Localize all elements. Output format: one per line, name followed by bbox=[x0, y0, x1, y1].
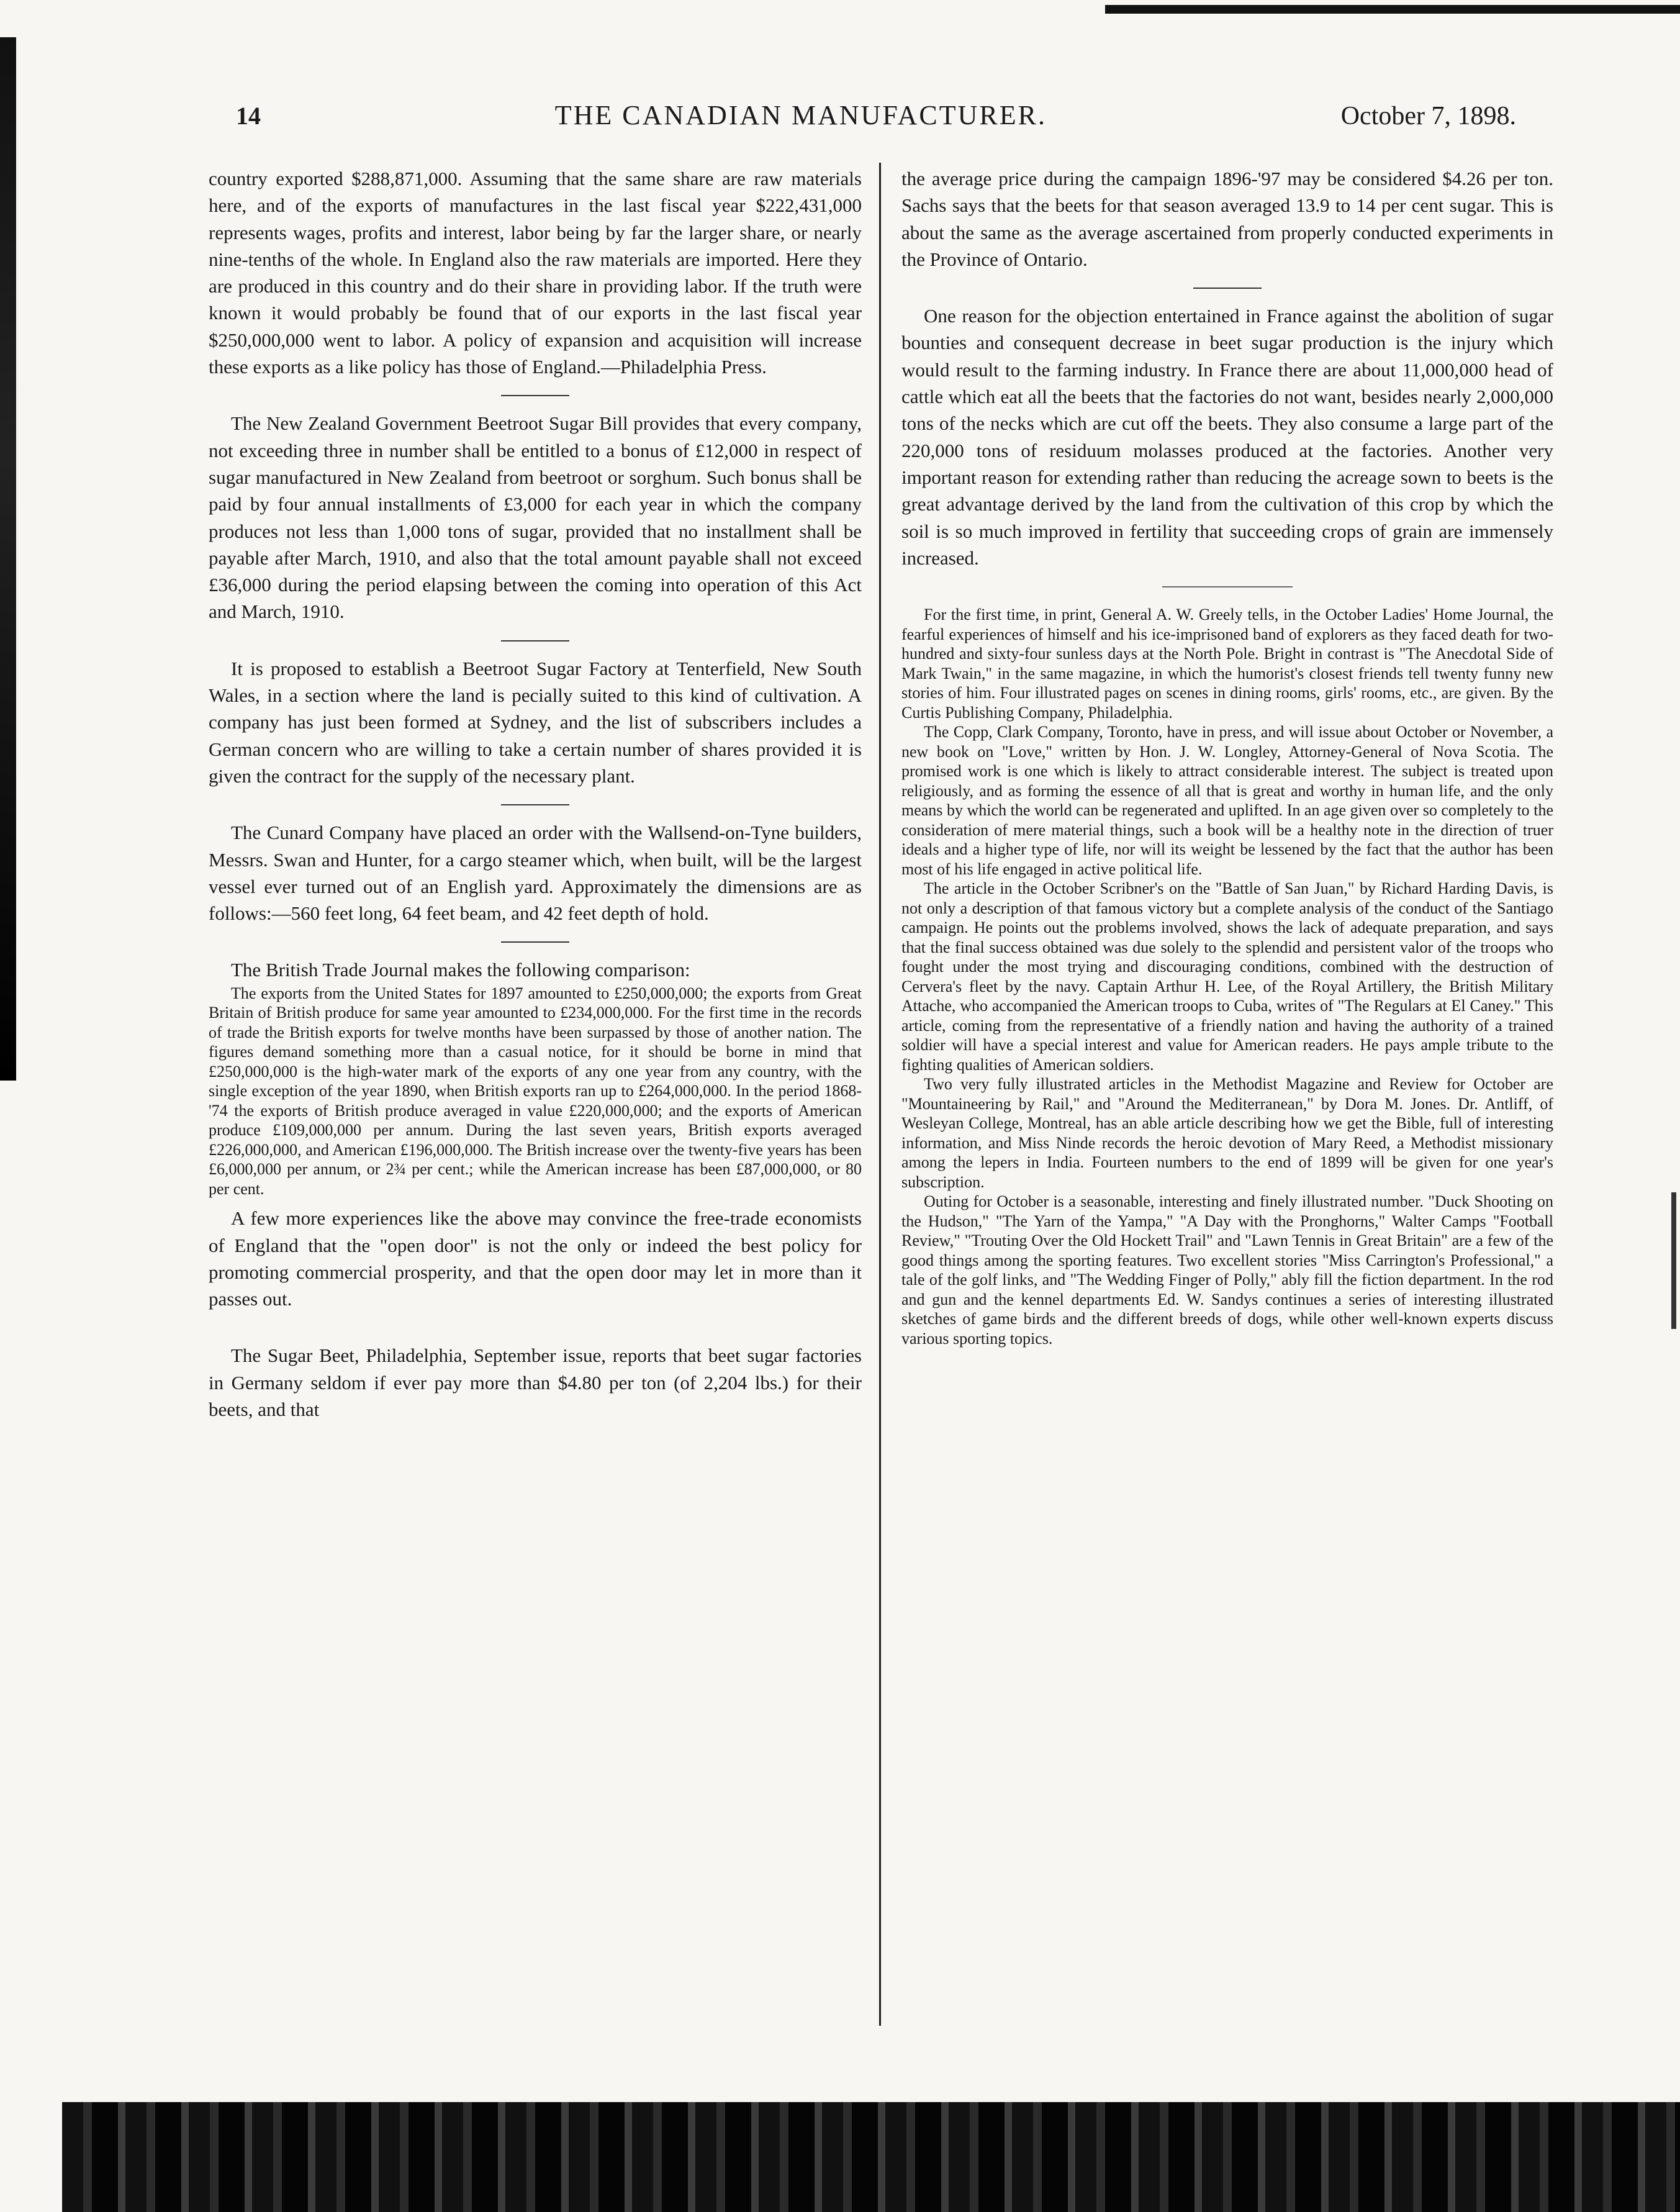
review-paragraph: The Copp, Clark Company, Toronto, have in press, and will issue about October or November, a new book on "Love," written by Hon. J. W. Longley, Attorney-General of Nova Scotia. The promised work is one which is likely to attract considerable interest. The subject is treated upon religiously, and as forming the essence of all that is great and worthy in human life, and the only means by which the world can be regenerated and uplifted. In an age given over so completely to the consideration of mere material things, such a book will be a healthy note in the direction of truer ideals and a higher type of life, nor will its weight be lessened by the fact that the author has been most of his life engaged in active political life. bbox=[901, 723, 1553, 878]
article-paragraph: The New Zealand Government Beetroot Sugar Bill provides that every company, not exceeding three in number shall be entitled to a bonus of £12,000 in respect of sugar manufactured in New Zealand from beetroot or sorghum. Such bonus shall be paid by four annual installments of £3,000 for each year in which the company produces not less than 1,000 tons of sugar, provided that no installment shall be payable after March, 1910, and also that the total amount payable shall not exceed £36,000 during the period elapsing between the coming into operation of this Act and March, 1910. bbox=[209, 412, 862, 623]
page-number: 14 bbox=[236, 102, 261, 130]
article-paragraph: The Cunard Company have placed an order with the Wallsend-on-Tyne builders, Messrs. Swan and Hunter, for a cargo steamer which, when built, will be the largest vessel ever turned out of an English yard. Approximately the dimensions are as follows:—560 feet long, 64 feet beam, and 42 feet depth of hold. bbox=[209, 822, 862, 925]
article-paragraph: country exported $288,871,000. Assuming that the same share are raw materials here, and of the exports of manufactures in the last fiscal year $222,431,000 represents wages, profits and interest, labor being by far the larger share, or nearly nine-tenths of the whole. In England also the raw materials are imported. Here they are produced in this country and do their share in providing labor. If the truth were known it would probably be found that of our exports in the last fiscal year $250,000,000 went to labor. A policy of expansion and acquisition will increase these exports as a like policy has those of England.—Philadelphia Press. bbox=[209, 168, 862, 378]
article-paragraph: A few more experiences like the above may convince the free-trade economists of England that the "open door" is not the only or indeed the best policy for promoting commercial prosperity, and that the open door may let in more than it passes out. bbox=[209, 1207, 862, 1310]
article-paragraph: One reason for the objection entertained in France against the abolition of sugar bounties and consequent decrease in beet sugar production is the injury which would result to the farming industry. In France there are about 11,000,000 head of cattle which eat all the beets that the factories do not want, besides nearly 2,000,000 tons of the necks which are cut off the beets. They also consume a large part of the 220,000 tons of residuum molasses produced at the factories. Another very important reason for extending rather than reducing the acreage sown to beets is the great advantage derived by the land from the cultivation of this crop by which the soil is so much improved in fertility that succeeding crops of grain are immensely increased. bbox=[901, 305, 1553, 569]
issue-date: October 7, 1898. bbox=[1340, 102, 1516, 130]
section-separator bbox=[501, 941, 569, 943]
review-paragraph: Outing for October is a seasonable, interesting and finely illustrated number. "Duck Shooting on the Hudson," "The Yarn of the Yampa," "A Day with the Pronghorns," Walter Camps "Football Review," "Trouting Over the Old Hockett Trail" and "Lawn Tennis in Great Britain" are a few of the good things among the sporting features. Two excellent stories "Miss Carrington's Professional," a tale of the golf links, and "The Wedding Finger of Polly," ably fill the fiction department. In the rod and gun and the kennel departments Ed. W. Sandys continues a series of interesting illustrated sketches of game birds and the different breeds of dogs, while other well-known experts discuss various sporting topics. bbox=[901, 1192, 1553, 1348]
section-separator bbox=[501, 395, 569, 396]
scan-edge-right bbox=[1671, 1192, 1676, 1329]
review-paragraph: For the first time, in print, General A. W. Greely tells, in the October Ladies' Home Journal, the fearful experiences of himself and his ice-imprisoned band of explorers as they faced death for two-hundred and sixty-four sunless days at the North Pole. Bright in contrast is "The Anecdotal Side of Mark Twain," in the same magazine, in which the humorist's closest friends tell twenty funny new stories of him. Four illustrated pages on scenes in dining rooms, girls' rooms, etc., are given. By the Curtis Publishing Company, Philadelphia. bbox=[901, 605, 1553, 722]
journal-title: THE CANADIAN MANUFACTURER. bbox=[554, 100, 1047, 130]
review-paragraph: Two very fully illustrated articles in the Methodist Magazine and Review for October are "Mountaineering by Rail," and "Around the Mediterranean," by Dora M. Jones. Dr. Antliff, of Wesleyan College, Montreal, has an able article describing how we get the Bible, full of interesting information, and Miss Ninde records the heroic devotion of Mary Reed, a Methodist missionary among the lepers in India. Fourteen numbers to the end of 1899 will be given for one year's subscription. bbox=[901, 1075, 1553, 1191]
scan-top-rule bbox=[1105, 5, 1680, 14]
page-header bbox=[236, 99, 1516, 149]
article-paragraph: The Sugar Beet, Philadelphia, September issue, reports that beet sugar factories in Germany seldom if ever pay more than $4.80 per ton (of 2,204 lbs.) for their beets, and that bbox=[209, 1344, 862, 1420]
section-separator bbox=[501, 640, 569, 641]
scan-edge-left bbox=[0, 37, 16, 1081]
section-separator bbox=[1162, 586, 1293, 587]
article-paragraph: the average price during the campaign 1896-'97 may be considered $4.26 per ton. Sachs says that the beets for that season averaged 13.9 to 14 per cent sugar. This is about the same as the average ascertained from properly conducted experiments in the Province of Ontario. bbox=[901, 168, 1553, 270]
article-paragraph-small: The exports from the United States for 1897 amounted to £250,000,000; the exports from Great Britain of British produce for same year amounted to £234,000,000. For the first time in the records of trade the British exports for twelve months have been surpassed by those of another nation. The figures demand something more than a casual notice, for it should be borne in mind that £250,000,000 is the high-water mark of the exports of any one year from any country, with the single exception of the year 1890, when British exports ran up to £264,000,000. In the period 1868-'74 the exports of British produce averaged in value £220,000,000; and the exports of American produce £109,000,000 per annum. During the last seven years, British exports averaged £226,000,000, and American £196,000,000. The British increase over the twenty-five years has been £6,000,000 per annum, or 2¾ per cent.; while the American increase has been £87,000,000, or 80 per cent. bbox=[209, 984, 862, 1198]
section-separator bbox=[1193, 288, 1262, 289]
left-column bbox=[209, 165, 862, 1423]
article-paragraph: The British Trade Journal makes the following comparison: bbox=[231, 959, 690, 981]
section-separator bbox=[501, 804, 569, 805]
review-paragraph: The article in the October Scribner's on the "Battle of San Juan," by Richard Harding Davis, is not only a description of that famous victory but a complete analysis of the conduct of the Santiago campaign. He points out the problems involved, shows the lack of adequate preparation, and says that the final success obtained was due solely to the splendid and persistent valor of the troops who fought under the most trying and discouraging conditions, combined with the destruction of Cervera's fleet by the navy. Captain Arthur H. Lee, of the Royal Artillery, the British Military Attache, who accompanied the American troops to Cuba, writes of "The Regulars at El Caney." This article, coming from the representative of a friendly nation and having the authority of a trained soldier will have a special interest and value for American readers. He pays ample tribute to the fighting qualities of American soldiers. bbox=[901, 879, 1553, 1074]
column-divider bbox=[879, 163, 881, 2026]
right-column bbox=[901, 165, 1553, 1348]
scan-bottom-strip bbox=[62, 2102, 1680, 2212]
article-paragraph: It is proposed to establish a Beetroot Sugar Factory at Tenterfield, New South Wales, in a section where the land is pecially suited to this kind of cultivation. A company has just been formed at Sydney, and the list of subscribers includes a German concern who are willing to take a certain number of shares provided it is given the contract for the supply of the necessary plant. bbox=[209, 657, 862, 787]
